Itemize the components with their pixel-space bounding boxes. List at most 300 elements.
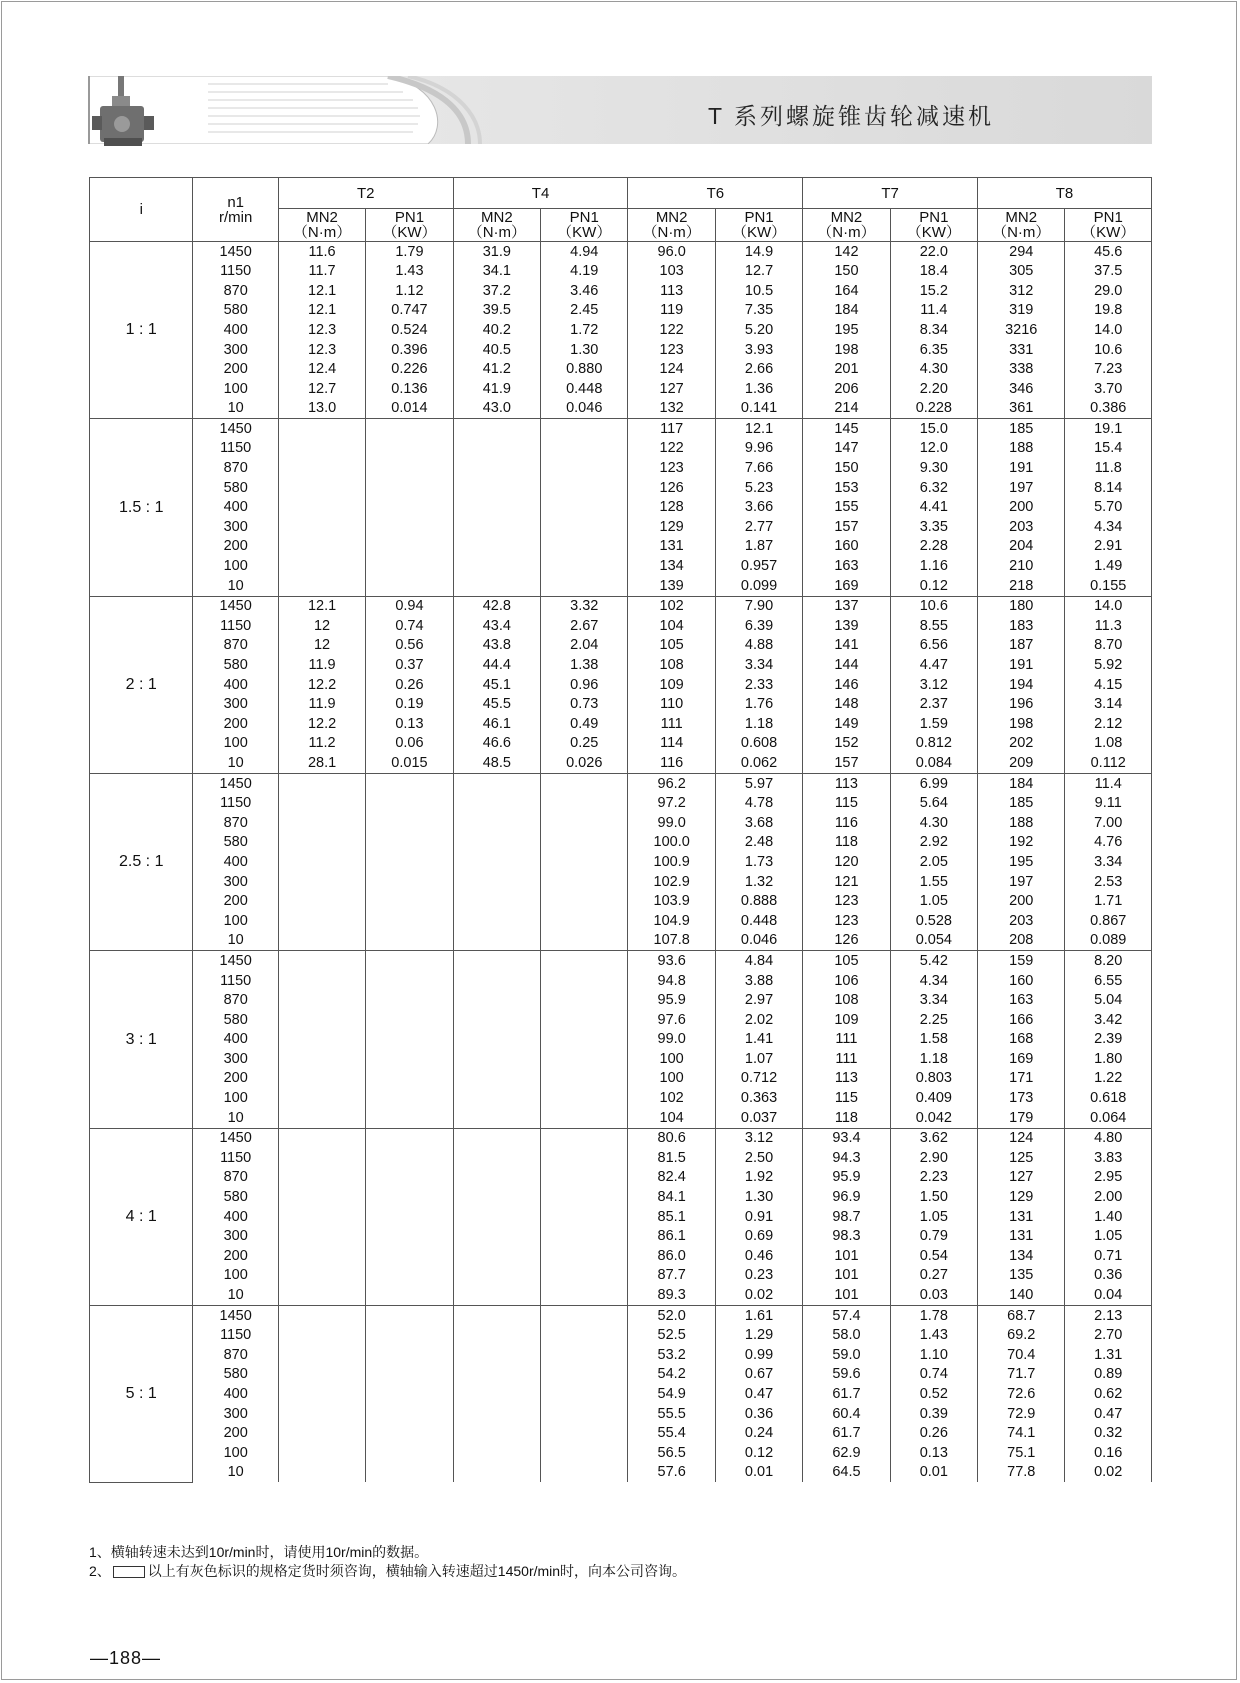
value-cell: [366, 557, 453, 577]
value-cell: 84.1: [628, 1188, 715, 1208]
value-cell: [366, 774, 453, 794]
value-cell: 2.28: [890, 537, 977, 557]
value-cell: 122: [628, 320, 715, 340]
value-cell: 0.136: [366, 379, 453, 399]
value-cell: [278, 1326, 365, 1346]
value-cell: [366, 478, 453, 498]
table-row: [90, 813, 1152, 833]
value-cell: [453, 576, 540, 596]
value-cell: [541, 1227, 628, 1247]
value-cell: [278, 1148, 365, 1168]
footnote-2: [89, 1562, 686, 1581]
value-cell: 70.4: [978, 1345, 1065, 1365]
value-cell: 0.67: [715, 1365, 802, 1385]
value-cell: 1.58: [890, 1030, 977, 1050]
table-row: [90, 695, 1152, 715]
value-cell: [278, 1128, 365, 1148]
value-cell: [453, 951, 540, 971]
value-cell: 1.50: [890, 1188, 977, 1208]
value-cell: [541, 991, 628, 1011]
subheader-mn2: [803, 209, 890, 242]
value-cell: 123: [803, 911, 890, 931]
header-model-t2: T2: [278, 178, 453, 209]
value-cell: 1.18: [715, 714, 802, 734]
value-cell: [453, 459, 540, 479]
value-cell: 123: [628, 340, 715, 360]
table-row: [90, 1049, 1152, 1069]
value-cell: 2.05: [890, 852, 977, 872]
value-cell: [541, 911, 628, 931]
value-cell: 1.92: [715, 1168, 802, 1188]
speed-cell: 200: [193, 1424, 278, 1444]
value-cell: 123: [628, 459, 715, 479]
value-cell: [366, 991, 453, 1011]
value-cell: 0.04: [1065, 1285, 1152, 1305]
table-row: [90, 931, 1152, 951]
value-cell: [541, 439, 628, 459]
value-cell: 0.448: [541, 379, 628, 399]
value-cell: [453, 1246, 540, 1266]
speed-cell: 100: [193, 1266, 278, 1286]
value-cell: 197: [978, 872, 1065, 892]
header-n1: n1: [227, 193, 244, 211]
value-cell: 4.76: [1065, 833, 1152, 853]
value-cell: 1.22: [1065, 1069, 1152, 1089]
value-cell: 14.0: [1065, 320, 1152, 340]
value-cell: 41.9: [453, 379, 540, 399]
value-cell: [278, 537, 365, 557]
value-cell: 57.4: [803, 1306, 890, 1326]
value-cell: 56.5: [628, 1443, 715, 1463]
value-cell: 0.046: [541, 399, 628, 419]
value-cell: 4.30: [890, 360, 977, 380]
value-cell: 168: [978, 1030, 1065, 1050]
value-cell: [541, 813, 628, 833]
value-cell: [541, 537, 628, 557]
value-cell: 142: [803, 242, 890, 262]
value-cell: 208: [978, 931, 1065, 951]
value-cell: 191: [978, 459, 1065, 479]
value-cell: 0.71: [1065, 1246, 1152, 1266]
value-cell: 214: [803, 399, 890, 419]
value-cell: 153: [803, 478, 890, 498]
value-cell: 12.7: [715, 262, 802, 282]
value-cell: 11.2: [278, 734, 365, 754]
value-cell: [541, 459, 628, 479]
value-cell: [453, 1227, 540, 1247]
subheader-mn2: [453, 209, 540, 242]
value-cell: 61.7: [803, 1384, 890, 1404]
value-cell: 169: [803, 576, 890, 596]
value-cell: 7.66: [715, 459, 802, 479]
value-cell: 3.14: [1065, 695, 1152, 715]
value-cell: 146: [803, 675, 890, 695]
speed-cell: 1450: [193, 242, 278, 262]
value-cell: 135: [978, 1266, 1065, 1286]
value-cell: 191: [978, 655, 1065, 675]
value-cell: 201: [803, 360, 890, 380]
value-cell: [278, 951, 365, 971]
value-cell: 198: [803, 340, 890, 360]
value-cell: 0.27: [890, 1266, 977, 1286]
value-cell: 0.26: [890, 1424, 977, 1444]
value-cell: [278, 1246, 365, 1266]
value-cell: 147: [803, 439, 890, 459]
value-cell: 0.12: [890, 576, 977, 596]
value-cell: 6.55: [1065, 971, 1152, 991]
value-cell: 94.8: [628, 971, 715, 991]
value-cell: 0.409: [890, 1089, 977, 1109]
value-cell: 54.2: [628, 1365, 715, 1385]
value-cell: 3.62: [890, 1128, 977, 1148]
table-row: [90, 459, 1152, 479]
value-cell: 11.4: [1065, 774, 1152, 794]
value-cell: [366, 833, 453, 853]
subheader-pn1-unit: （KW）: [557, 224, 612, 241]
value-cell: 4.94: [541, 242, 628, 262]
speed-cell: 400: [193, 1030, 278, 1050]
value-cell: [366, 1148, 453, 1168]
value-cell: 29.0: [1065, 281, 1152, 301]
subheader-mn2-unit: （N·m）: [642, 224, 701, 241]
value-cell: [366, 1207, 453, 1227]
value-cell: [453, 1443, 540, 1463]
value-cell: 45.1: [453, 675, 540, 695]
value-cell: 44.4: [453, 655, 540, 675]
value-cell: [541, 774, 628, 794]
value-cell: 52.5: [628, 1326, 715, 1346]
value-cell: 164: [803, 281, 890, 301]
value-cell: [541, 478, 628, 498]
value-cell: 139: [803, 616, 890, 636]
speed-cell: 300: [193, 1049, 278, 1069]
value-cell: 128: [628, 498, 715, 518]
speed-cell: 300: [193, 695, 278, 715]
value-cell: 1.43: [366, 262, 453, 282]
value-cell: 115: [803, 1089, 890, 1109]
value-cell: 1.40: [1065, 1207, 1152, 1227]
value-cell: [278, 478, 365, 498]
table-row: [90, 320, 1152, 340]
value-cell: 107.8: [628, 931, 715, 951]
value-cell: 45.6: [1065, 242, 1152, 262]
value-cell: [541, 557, 628, 577]
value-cell: 163: [978, 991, 1065, 1011]
value-cell: [453, 991, 540, 1011]
value-cell: 12.2: [278, 675, 365, 695]
table-row: [90, 498, 1152, 518]
value-cell: [366, 971, 453, 991]
value-cell: 93.6: [628, 951, 715, 971]
value-cell: 131: [628, 537, 715, 557]
table-row: [90, 379, 1152, 399]
value-cell: 0.36: [715, 1404, 802, 1424]
value-cell: 3.88: [715, 971, 802, 991]
table-row: [90, 911, 1152, 931]
value-cell: [366, 419, 453, 439]
value-cell: [453, 1404, 540, 1424]
value-cell: 0.26: [366, 675, 453, 695]
value-cell: 5.23: [715, 478, 802, 498]
value-cell: 1.18: [890, 1049, 977, 1069]
table-row: [90, 872, 1152, 892]
value-cell: [541, 1188, 628, 1208]
value-cell: 171: [978, 1069, 1065, 1089]
value-cell: 0.39: [890, 1404, 977, 1424]
value-cell: [541, 1010, 628, 1030]
value-cell: 0.524: [366, 320, 453, 340]
value-cell: 69.2: [978, 1326, 1065, 1346]
value-cell: 152: [803, 734, 890, 754]
value-cell: [453, 557, 540, 577]
value-cell: 118: [803, 833, 890, 853]
value-cell: 3.12: [715, 1128, 802, 1148]
speed-cell: 870: [193, 636, 278, 656]
speed-cell: 870: [193, 813, 278, 833]
footnote-2-prefix: 2、: [89, 1563, 111, 1579]
value-cell: 0.747: [366, 301, 453, 321]
value-cell: 82.4: [628, 1168, 715, 1188]
value-cell: 206: [803, 379, 890, 399]
value-cell: 0.94: [366, 596, 453, 616]
value-cell: 105: [803, 951, 890, 971]
value-cell: 5.20: [715, 320, 802, 340]
value-cell: 0.54: [890, 1246, 977, 1266]
value-cell: 3216: [978, 320, 1065, 340]
value-cell: 72.9: [978, 1404, 1065, 1424]
table-row: [90, 833, 1152, 853]
value-cell: 45.5: [453, 695, 540, 715]
value-cell: [278, 1227, 365, 1247]
table-row: [90, 1168, 1152, 1188]
value-cell: 0.712: [715, 1069, 802, 1089]
value-cell: 202: [978, 734, 1065, 754]
value-cell: [541, 1345, 628, 1365]
value-cell: 4.15: [1065, 675, 1152, 695]
value-cell: 0.56: [366, 636, 453, 656]
value-cell: 8.70: [1065, 636, 1152, 656]
value-cell: [366, 872, 453, 892]
value-cell: 160: [803, 537, 890, 557]
value-cell: 2.53: [1065, 872, 1152, 892]
subheader-pn1: [366, 209, 453, 242]
value-cell: 5.64: [890, 794, 977, 814]
value-cell: [278, 1384, 365, 1404]
value-cell: 163: [803, 557, 890, 577]
header-model-t8: T8: [978, 178, 1152, 209]
value-cell: 2.90: [890, 1148, 977, 1168]
value-cell: 61.7: [803, 1424, 890, 1444]
value-cell: 0.608: [715, 734, 802, 754]
value-cell: 5.04: [1065, 991, 1152, 1011]
value-cell: [366, 1030, 453, 1050]
value-cell: 4.41: [890, 498, 977, 518]
subheader-pn1: [541, 209, 628, 242]
subheader-mn2-label: MN2: [1005, 209, 1038, 226]
subheader-pn1-label: PN1: [1093, 209, 1123, 226]
value-cell: [453, 478, 540, 498]
value-cell: [453, 774, 540, 794]
table-row: [90, 517, 1152, 537]
value-cell: [453, 1188, 540, 1208]
value-cell: 0.046: [715, 931, 802, 951]
value-cell: [541, 852, 628, 872]
value-cell: 0.064: [1065, 1108, 1152, 1128]
value-cell: 10.6: [890, 596, 977, 616]
value-cell: 123: [803, 892, 890, 912]
value-cell: [453, 872, 540, 892]
value-cell: 101: [803, 1285, 890, 1305]
value-cell: 2.23: [890, 1168, 977, 1188]
value-cell: 12.4: [278, 360, 365, 380]
value-cell: 28.1: [278, 753, 365, 773]
value-cell: 12.3: [278, 320, 365, 340]
value-cell: 3.42: [1065, 1010, 1152, 1030]
speed-cell: 100: [193, 1089, 278, 1109]
value-cell: [366, 911, 453, 931]
value-cell: 129: [628, 517, 715, 537]
speed-cell: 100: [193, 557, 278, 577]
value-cell: [366, 1345, 453, 1365]
value-cell: [366, 1463, 453, 1483]
value-cell: 195: [978, 852, 1065, 872]
speed-cell: 200: [193, 892, 278, 912]
spec-table-body: [90, 242, 1152, 1483]
value-cell: 39.5: [453, 301, 540, 321]
value-cell: [541, 1285, 628, 1305]
value-cell: 131: [978, 1207, 1065, 1227]
value-cell: 41.2: [453, 360, 540, 380]
value-cell: 1.10: [890, 1345, 977, 1365]
speed-cell: 1450: [193, 419, 278, 439]
value-cell: 124: [628, 360, 715, 380]
value-cell: 129: [978, 1188, 1065, 1208]
value-cell: 338: [978, 360, 1065, 380]
value-cell: 0.12: [715, 1443, 802, 1463]
value-cell: 0.74: [890, 1365, 977, 1385]
header-model-t7: T7: [803, 178, 978, 209]
value-cell: [453, 1384, 540, 1404]
value-cell: 80.6: [628, 1128, 715, 1148]
value-cell: 0.880: [541, 360, 628, 380]
value-cell: [453, 852, 540, 872]
value-cell: [541, 1266, 628, 1286]
value-cell: 8.55: [890, 616, 977, 636]
value-cell: 0.112: [1065, 753, 1152, 773]
value-cell: 48.5: [453, 753, 540, 773]
value-cell: [453, 1306, 540, 1326]
value-cell: 2.04: [541, 636, 628, 656]
table-row: [90, 1207, 1152, 1227]
value-cell: 59.6: [803, 1365, 890, 1385]
value-cell: 55.4: [628, 1424, 715, 1444]
footnotes: [89, 1543, 686, 1581]
value-cell: 2.95: [1065, 1168, 1152, 1188]
value-cell: [453, 892, 540, 912]
value-cell: 0.91: [715, 1207, 802, 1227]
value-cell: [278, 1030, 365, 1050]
value-cell: 3.35: [890, 517, 977, 537]
value-cell: [366, 517, 453, 537]
table-row: [90, 714, 1152, 734]
value-cell: 14.0: [1065, 596, 1152, 616]
value-cell: [453, 1128, 540, 1148]
value-cell: 195: [803, 320, 890, 340]
value-cell: 155: [803, 498, 890, 518]
speed-cell: 400: [193, 1207, 278, 1227]
value-cell: 180: [978, 596, 1065, 616]
table-row: [90, 360, 1152, 380]
value-cell: 40.2: [453, 320, 540, 340]
value-cell: 198: [978, 714, 1065, 734]
ratio-cell: 1.5 : 1: [90, 419, 193, 596]
value-cell: 8.14: [1065, 478, 1152, 498]
value-cell: 188: [978, 439, 1065, 459]
value-cell: 15.4: [1065, 439, 1152, 459]
value-cell: [366, 1306, 453, 1326]
footnote-1: 1、横轴转速未达到10r/min时，请使用10r/min的数据。: [89, 1544, 429, 1560]
value-cell: [541, 1443, 628, 1463]
subheader-pn1: [715, 209, 802, 242]
value-cell: [541, 1089, 628, 1109]
value-cell: 4.34: [1065, 517, 1152, 537]
footnote-2-text: 以上有灰色标识的规格定货时须咨询，横轴输入转速超过1450r/min时，向本公司咨询。: [147, 1563, 687, 1579]
table-row: [90, 774, 1152, 794]
value-cell: [541, 1326, 628, 1346]
speed-cell: 870: [193, 991, 278, 1011]
table-row: [90, 596, 1152, 616]
value-cell: 0.228: [890, 399, 977, 419]
value-cell: 43.0: [453, 399, 540, 419]
value-cell: [541, 1306, 628, 1326]
speed-cell: 10: [193, 1463, 278, 1483]
value-cell: [278, 1463, 365, 1483]
value-cell: 2.92: [890, 833, 977, 853]
value-cell: 7.90: [715, 596, 802, 616]
value-cell: 103: [628, 262, 715, 282]
value-cell: 87.7: [628, 1266, 715, 1286]
value-cell: [278, 1365, 365, 1385]
value-cell: [366, 1266, 453, 1286]
value-cell: 2.00: [1065, 1188, 1152, 1208]
value-cell: 1.61: [715, 1306, 802, 1326]
value-cell: 1.16: [890, 557, 977, 577]
value-cell: 1.49: [1065, 557, 1152, 577]
speed-cell: 870: [193, 281, 278, 301]
value-cell: [366, 1443, 453, 1463]
value-cell: [453, 1108, 540, 1128]
value-cell: [453, 1365, 540, 1385]
value-cell: 1.38: [541, 655, 628, 675]
value-cell: 127: [978, 1168, 1065, 1188]
value-cell: 218: [978, 576, 1065, 596]
value-cell: [453, 1010, 540, 1030]
value-cell: 1.32: [715, 872, 802, 892]
value-cell: [541, 1365, 628, 1385]
value-cell: [278, 1443, 365, 1463]
value-cell: 0.23: [715, 1266, 802, 1286]
value-cell: [453, 1424, 540, 1444]
table-row: [90, 951, 1152, 971]
value-cell: 71.7: [978, 1365, 1065, 1385]
value-cell: 131: [978, 1227, 1065, 1247]
value-cell: 200: [978, 892, 1065, 912]
value-cell: 2.48: [715, 833, 802, 853]
table-row: [90, 1266, 1152, 1286]
value-cell: 115: [803, 794, 890, 814]
value-cell: [541, 951, 628, 971]
value-cell: 0.042: [890, 1108, 977, 1128]
